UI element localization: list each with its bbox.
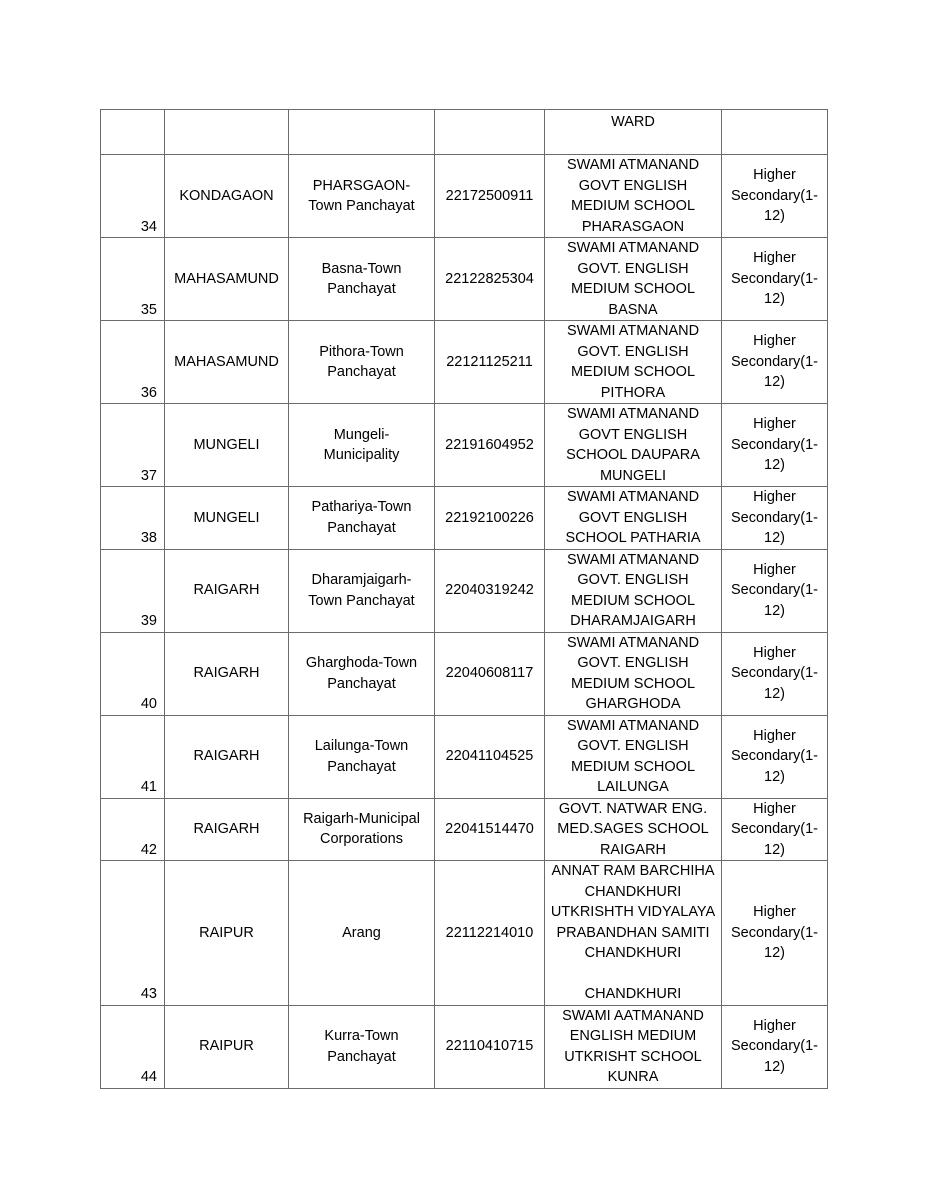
school-name-cell [545, 321, 722, 404]
ulb-text: Mungeli- Municipality [323, 426, 400, 463]
district-cell: MUNGELI [165, 487, 289, 550]
table-row [101, 404, 828, 487]
serial-number-cell: 36 [101, 321, 165, 404]
ulb-text: Pathariya-Town Panchayat [311, 499, 412, 536]
school-level-cell [722, 321, 828, 404]
udise-code-cell: 22122825304 [435, 238, 545, 321]
ulb-text: Dharamjaigarh- Town Panchayat [308, 572, 415, 609]
table-row [101, 715, 828, 798]
table-row [101, 238, 828, 321]
serial-number-cell: 42 [101, 798, 165, 861]
school-name-text: GOVT. NATWAR ENG. MED.SAGES SCHOOL RAIGARH [557, 800, 709, 858]
ulb-cell [289, 861, 435, 1006]
ulb-cell [289, 110, 435, 155]
school-level-cell [722, 155, 828, 238]
school-name-cell [545, 155, 722, 238]
schools-table [100, 109, 828, 1089]
ulb-cell [289, 487, 435, 550]
table-row [101, 632, 828, 715]
school-level-cell [722, 715, 828, 798]
udise-code-cell: 22110410715 [435, 1005, 545, 1088]
school-level-text: Higher Secondary(1- 12) [730, 489, 819, 546]
school-name-cell [545, 404, 722, 487]
school-name-text: SWAMI ATMANAND GOVT. ENGLISH MEDIUM SCHOOL DHARAMJAIGARH [566, 551, 700, 629]
serial-number-cell: 39 [101, 549, 165, 632]
serial-number-cell: 38 [101, 487, 165, 550]
school-name-text: SWAMI ATMANAND GOVT. ENGLISH MEDIUM SCHOOL GHARGHODA [566, 634, 700, 712]
ulb-text: Lailunga-Town Panchayat [314, 738, 409, 775]
school-name-cell [545, 549, 722, 632]
school-level-text: Higher Secondary(1- 12) [730, 904, 819, 961]
district-cell: RAIGARH [165, 798, 289, 861]
school-name-text: SWAMI ATMANAND GOVT. ENGLISH MEDIUM SCHOOL BASNA [566, 240, 700, 318]
table-row [101, 487, 828, 550]
serial-number-cell: 41 [101, 715, 165, 798]
school-level-cell [722, 238, 828, 321]
ulb-cell [289, 321, 435, 404]
district-cell: RAIPUR [165, 861, 289, 1006]
ulb-cell [289, 715, 435, 798]
table-row [101, 1005, 828, 1088]
udise-code-cell: 22192100226 [435, 487, 545, 550]
school-name-cell [545, 715, 722, 798]
table-row [101, 798, 828, 861]
school-level-text: Higher Secondary(1- 12) [730, 644, 819, 702]
serial-number-cell: 35 [101, 238, 165, 321]
school-name-cell [545, 798, 722, 861]
ulb-text: Pithora-Town Panchayat [319, 343, 404, 380]
serial-number-cell: 44 [101, 1005, 165, 1088]
school-level-cell [722, 798, 828, 861]
school-name-cell [545, 238, 722, 321]
school-name-cell [545, 1005, 722, 1088]
table-row [101, 321, 828, 404]
table-row [101, 155, 828, 238]
school-name-text: SWAMI ATMANAND GOVT ENGLISH SCHOOL DAUPARA MUNGELI [566, 406, 700, 484]
school-level-text: Higher Secondary(1- 12) [730, 1017, 819, 1075]
district-cell: RAIGARH [165, 715, 289, 798]
school-name-cell [545, 487, 722, 550]
ulb-text: Gharghoda-Town Panchayat [305, 655, 418, 692]
udise-code-cell: 22040608117 [435, 632, 545, 715]
school-level-text: Higher Secondary(1- 12) [730, 333, 819, 391]
school-level-text: Higher Secondary(1- 12) [730, 800, 819, 858]
serial-number-cell: 37 [101, 404, 165, 487]
school-level-cell [722, 110, 828, 155]
serial-number-cell: 43 [101, 861, 165, 1006]
serial-number-cell: 34 [101, 155, 165, 238]
district-cell: KONDAGAON [165, 155, 289, 238]
ulb-cell [289, 1005, 435, 1088]
school-level-text: Higher Secondary(1- 12) [730, 416, 819, 474]
school-level-text: Higher Secondary(1- 12) [730, 561, 819, 619]
udise-code-cell: 22041104525 [435, 715, 545, 798]
district-cell: RAIPUR [165, 1005, 289, 1088]
district-cell: MAHASAMUND [165, 321, 289, 404]
ulb-cell [289, 155, 435, 238]
ulb-text: Arang [342, 924, 381, 941]
district-cell: MUNGELI [165, 404, 289, 487]
school-name-cell [545, 632, 722, 715]
district-cell: RAIGARH [165, 549, 289, 632]
school-level-text: Higher Secondary(1- 12) [730, 727, 819, 785]
ulb-text: Raigarh-Municipal Corporations [303, 810, 420, 848]
school-name-cell [545, 110, 722, 155]
school-name-text: SWAMI ATMANAND GOVT ENGLISH SCHOOL PATHARIA [565, 489, 701, 546]
udise-code-cell: 22121125211 [435, 321, 545, 404]
serial-number-cell: 40 [101, 632, 165, 715]
ulb-cell [289, 632, 435, 715]
serial-number-cell [101, 110, 165, 155]
district-cell: MAHASAMUND [165, 238, 289, 321]
school-level-cell [722, 1005, 828, 1088]
school-name-text: SWAMI ATMANAND GOVT. ENGLISH MEDIUM SCHOOL LAILUNGA [566, 717, 700, 795]
school-name-text: SWAMI ATMANAND GOVT ENGLISH MEDIUM SCHOOL PHARASGAON [566, 157, 700, 235]
school-name-text: WARD [611, 114, 655, 130]
udise-code-cell: 22112214010 [435, 861, 545, 1006]
school-level-text: Higher Secondary(1- 12) [730, 250, 819, 308]
ulb-text: Basna-Town Panchayat [321, 260, 402, 297]
table-row [101, 861, 828, 1006]
udise-code-cell: 22040319242 [435, 549, 545, 632]
school-level-cell [722, 487, 828, 550]
udise-code-cell: 22191604952 [435, 404, 545, 487]
udise-code-cell: 22172500911 [435, 155, 545, 238]
table-row-continuation [101, 110, 828, 155]
udise-code-cell: 22041514470 [435, 798, 545, 861]
school-level-cell [722, 861, 828, 1006]
school-level-cell [722, 632, 828, 715]
table-row [101, 549, 828, 632]
school-level-cell [722, 549, 828, 632]
school-name-cell [545, 861, 722, 1006]
district-cell: RAIGARH [165, 632, 289, 715]
ulb-cell [289, 238, 435, 321]
ulb-cell [289, 798, 435, 861]
udise-code-cell [435, 110, 545, 155]
school-level-text: Higher Secondary(1- 12) [730, 167, 819, 225]
ulb-text: PHARSGAON- Town Panchayat [308, 177, 415, 214]
school-level-cell [722, 404, 828, 487]
ulb-cell [289, 549, 435, 632]
ulb-cell [289, 404, 435, 487]
school-name-text: SWAMI AATMANAND ENGLISH MEDIUM UTKRISHT SCHOOL KUNRA [562, 1007, 704, 1085]
district-cell [165, 110, 289, 155]
school-name-text: SWAMI ATMANAND GOVT. ENGLISH MEDIUM SCHOOL PITHORA [566, 323, 700, 401]
school-name-text: ANNAT RAM BARCHIHA CHANDKHURI UTKRISHTH VIDYALAYA PRABANDHAN SAMITI CHANDKHURI CHANDKHURI [550, 863, 716, 1002]
ulb-text: Kurra-Town Panchayat [324, 1028, 399, 1065]
